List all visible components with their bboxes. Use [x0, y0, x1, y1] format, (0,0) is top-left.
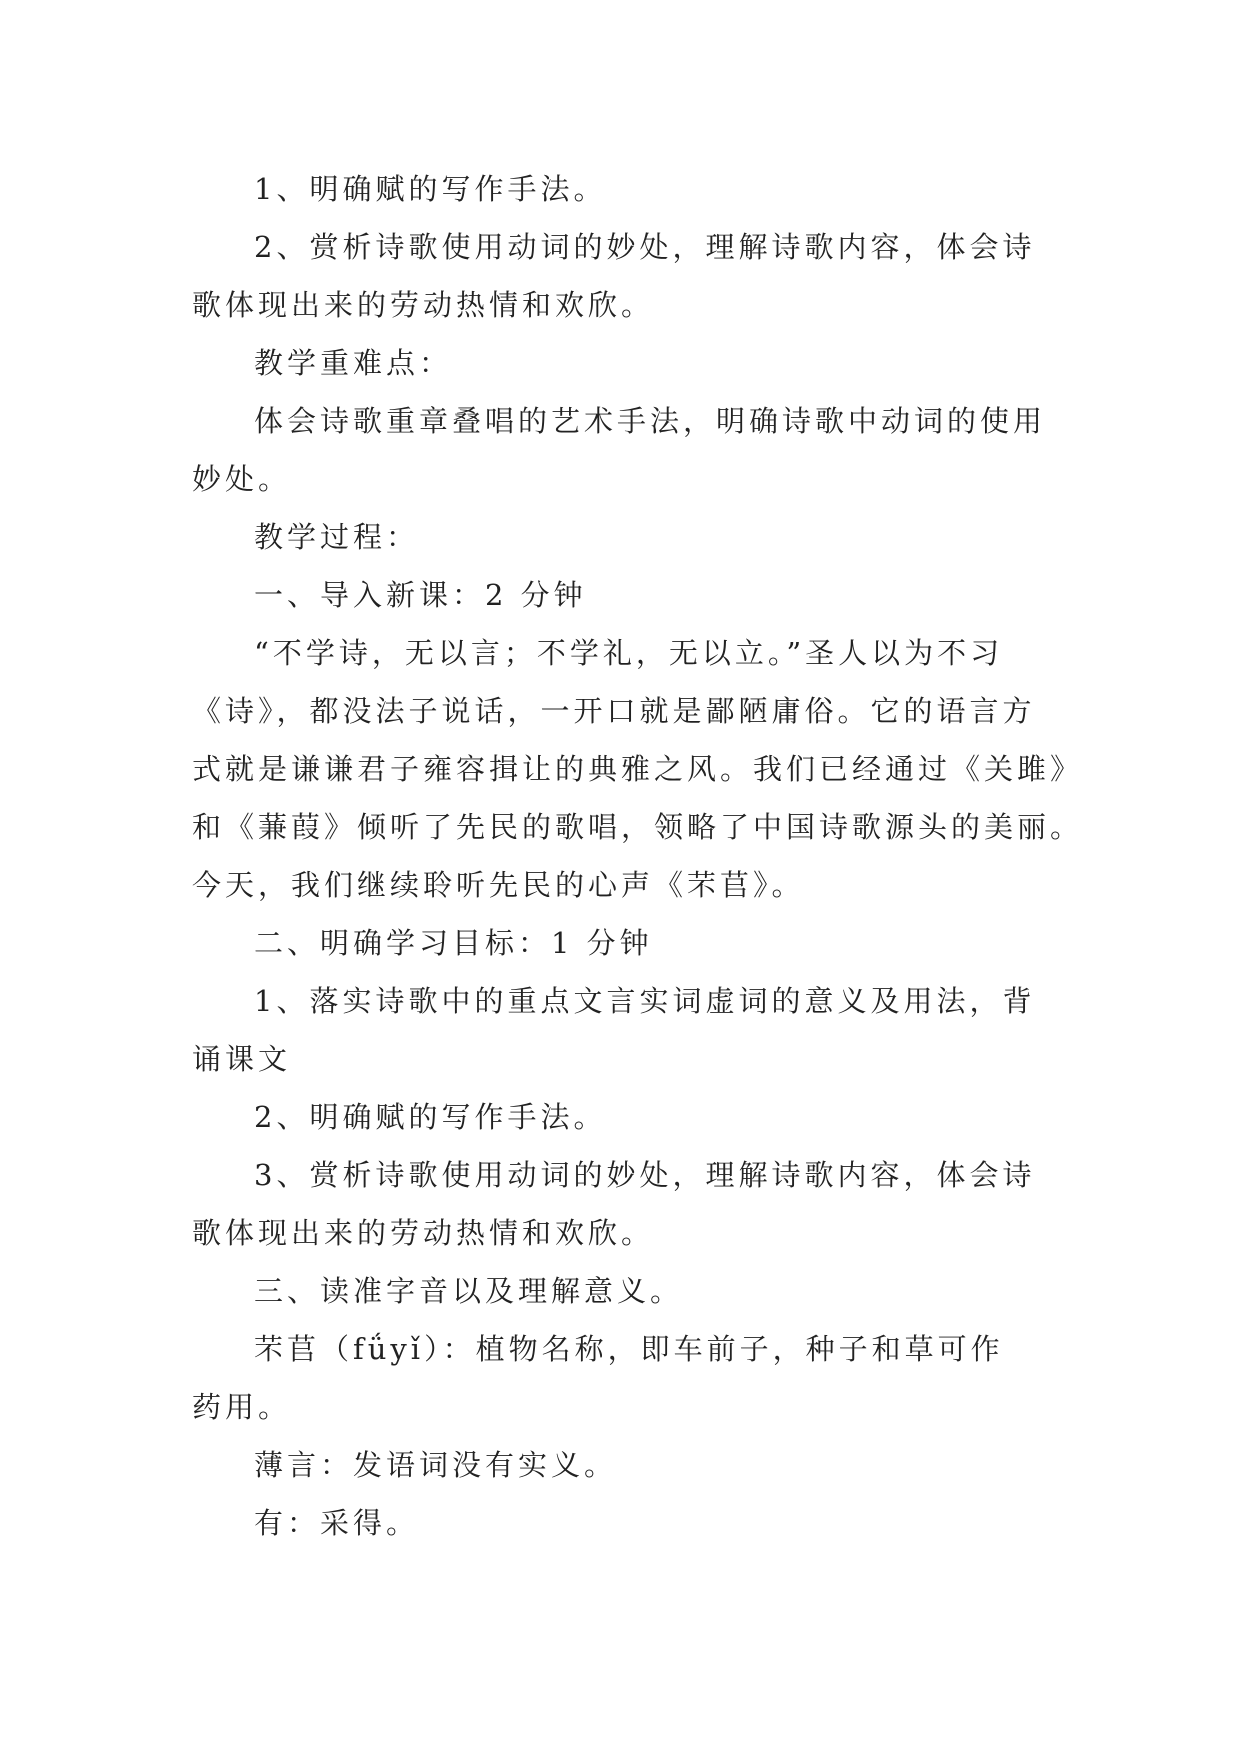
text-line: 体会诗歌重章叠唱的艺术手法，明确诗歌中动词的使用 — [254, 404, 1047, 438]
text-line: 有：采得。 — [254, 1506, 420, 1540]
text-line: 芣苢（fǘyǐ）：植物名称，即车前子，种子和草可作 — [254, 1332, 1004, 1366]
text-line: 式就是谦谦君子雍容揖让的典雅之风。我们已经通过《关雎》 — [192, 752, 1084, 786]
text-line: 1、明确赋的写作手法。 — [254, 172, 607, 206]
text-line: 今天，我们继续聆听先民的心声《芣苢》。 — [192, 868, 805, 902]
text-line: 歌体现出来的劳动热情和欢欣。 — [192, 1216, 655, 1250]
text-line: “不学诗，无以言；不学礼，无以立。”圣人以为不习 — [254, 636, 1004, 670]
section-heading: 教学重难点： — [254, 346, 453, 380]
section-heading: 教学过程： — [254, 520, 420, 554]
document-page — [192, 160, 1084, 1552]
text-line: 药用。 — [192, 1390, 292, 1424]
text-line: 2、明确赋的写作手法。 — [254, 1100, 607, 1134]
text-line: 1、落实诗歌中的重点文言实词虚词的意义及用法，背 — [254, 984, 1036, 1018]
section-heading: 三、读准字音以及理解意义。 — [254, 1274, 684, 1308]
section-heading: 二、明确学习目标：1 分钟 — [254, 926, 653, 960]
text-line: 歌体现出来的劳动热情和欢欣。 — [192, 288, 655, 322]
text-line: 3、赏析诗歌使用动词的妙处，理解诗歌内容，体会诗 — [254, 1158, 1036, 1192]
text-line: 和《蒹葭》倾听了先民的歌唱，领略了中国诗歌源头的美丽。 — [192, 810, 1084, 844]
text-line: 妙处。 — [192, 462, 292, 496]
section-heading: 一、导入新课：2 分钟 — [254, 578, 587, 612]
text-line: 2、赏析诗歌使用动词的妙处，理解诗歌内容，体会诗 — [254, 230, 1036, 264]
text-line: 诵课文 — [192, 1042, 292, 1076]
text-line: 《诗》，都没法子说话，一开口就是鄙陋庸俗。它的语言方 — [192, 694, 1036, 728]
text-line: 薄言：发语词没有实义。 — [254, 1448, 618, 1482]
